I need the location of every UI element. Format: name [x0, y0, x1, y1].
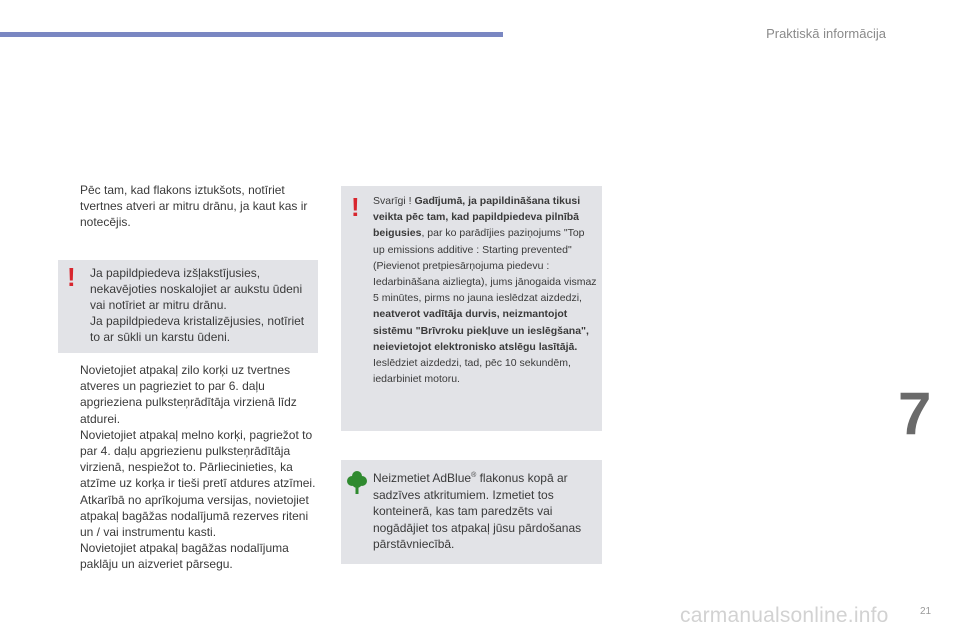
warning-icon: !: [351, 192, 360, 222]
list-item: [60, 182, 322, 231]
list-item-text: Atkarībā no aprīkojuma versijas, novietojiet atpakaļ bagāžas nodalījumā rezerves riteni un / vai instrumentu kasti.: [80, 492, 309, 540]
page-header-title: Praktiskā informācija: [766, 26, 886, 41]
warning-line: Ja papildpiedeva izšļakstījusies, nekavējoties noskalojiet ar aukstu ūdeni vai notīriet ar mitru drānu.: [90, 266, 303, 312]
header-accent-bar: [0, 32, 503, 37]
list-item-text: Novietojiet atpakaļ bagāžas nodalījuma paklāju un aizveriet pārsegu.: [80, 541, 289, 572]
warning-box-text: [373, 193, 598, 387]
warning-box-text: [90, 265, 312, 345]
tree-icon: [347, 470, 367, 494]
instruction-list-bottom: [60, 362, 322, 573]
list-item: [60, 362, 322, 427]
warning-box-spill: [58, 260, 318, 353]
eco-info-text: [373, 468, 597, 553]
eco-text: Neizmetiet AdBlue: [373, 471, 472, 485]
eco-text: flakonus kopā ar sadzīves atkritumiem. Izmetiet tos konteinerā, kas tam paredzēts vai nogādājiet tos atpakaļ jūsu pārdošanas pārstāvniecībā.: [373, 471, 582, 551]
warning-text-bold: Gadījumā, ja papildināšana tikusi veikta pēc tam, kad papildpiedeva pilnībā beigusies: [373, 195, 581, 240]
page-number: 21: [920, 606, 932, 617]
list-item-text: Novietojiet atpakaļ zilo korķi uz tvertnes atveres un pagrieziet to par 6. daļu apgrieziena pulksteņrādītāja virzienā līdz atdurei.: [80, 363, 297, 426]
instruction-list-top: [60, 182, 322, 231]
list-item-text: Novietojiet atpakaļ melno korķi, pagriežot to par 4. daļu apgriezienu pulksteņrādītāja virzienā, nespiežot to. Pārliecinieties, ka atzīme uz korķa ir tieši pretī atdures atzīmei.: [80, 427, 316, 491]
warning-text-bold: neatverot vadītāja durvis, neizmantojot sistēmu "Brīvroku piekļuve un ieslēgšana", neievietojot elektronisko atslēgu lasītājā.: [373, 308, 589, 353]
warning-icon: !: [67, 262, 76, 292]
warning-text: Ieslēdziet aizdedzi, tad, pēc 10 sekundēm, iedarbiniet motoru.: [373, 357, 571, 386]
chapter-number: 7: [898, 380, 932, 447]
list-item: [60, 492, 322, 541]
list-item: [60, 427, 322, 492]
eco-info-box: [341, 460, 602, 564]
warning-box-important: [341, 186, 602, 431]
warning-line: Ja papildpiedeva kristalizējusies, notīriet to ar sūkli un karstu ūdeni.: [90, 314, 305, 344]
registered-mark: ®: [471, 472, 477, 479]
warning-text: , par ko parādījies paziņojums "Top up emissions additive : Starting prevented" (Pievienot pretpiesārņojuma piedevu : Iedarbināšana aizliegta), jums jānogaida vismaz 5 minūtes, pirms no jauna ieslēdzat aizdedzi,: [373, 227, 597, 305]
warning-text: Svarīgi !: [373, 195, 415, 207]
watermark: carmanualsonline.info: [680, 604, 889, 627]
list-item-text: Pēc tam, kad flakons iztukšots, notīriet tvertnes atveri ar mitru drānu, ja kaut kas ir notecējis.: [80, 183, 308, 230]
list-item: [60, 540, 322, 572]
